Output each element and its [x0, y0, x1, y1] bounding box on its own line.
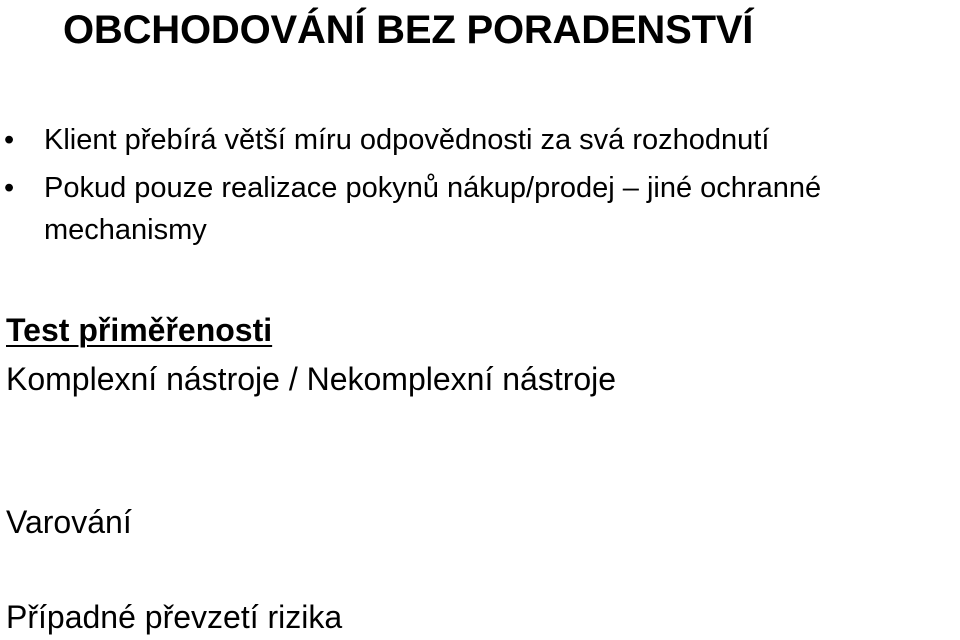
- slide-title: OBCHODOVÁNÍ BEZ PORADENSTVÍ: [63, 8, 754, 52]
- instrument-complexity-line: Komplexní nástroje / Nekomplexní nástroje: [6, 361, 617, 397]
- bullet-list: [0, 118, 960, 255]
- bullet-item-execution-only: • Pokud pouze realizace pokynů nákup/prodej – jiné ochranné mechanismy: [0, 167, 960, 251]
- appropriateness-test-heading: Test přiměřenosti: [6, 312, 273, 348]
- warning-text: Varování: [6, 504, 132, 540]
- bullet-item-responsibility: • Klient přebírá větší míru odpovědnosti za svá rozhodnutí: [0, 118, 960, 163]
- risk-acceptance-text: Případné převzetí rizika: [6, 599, 343, 635]
